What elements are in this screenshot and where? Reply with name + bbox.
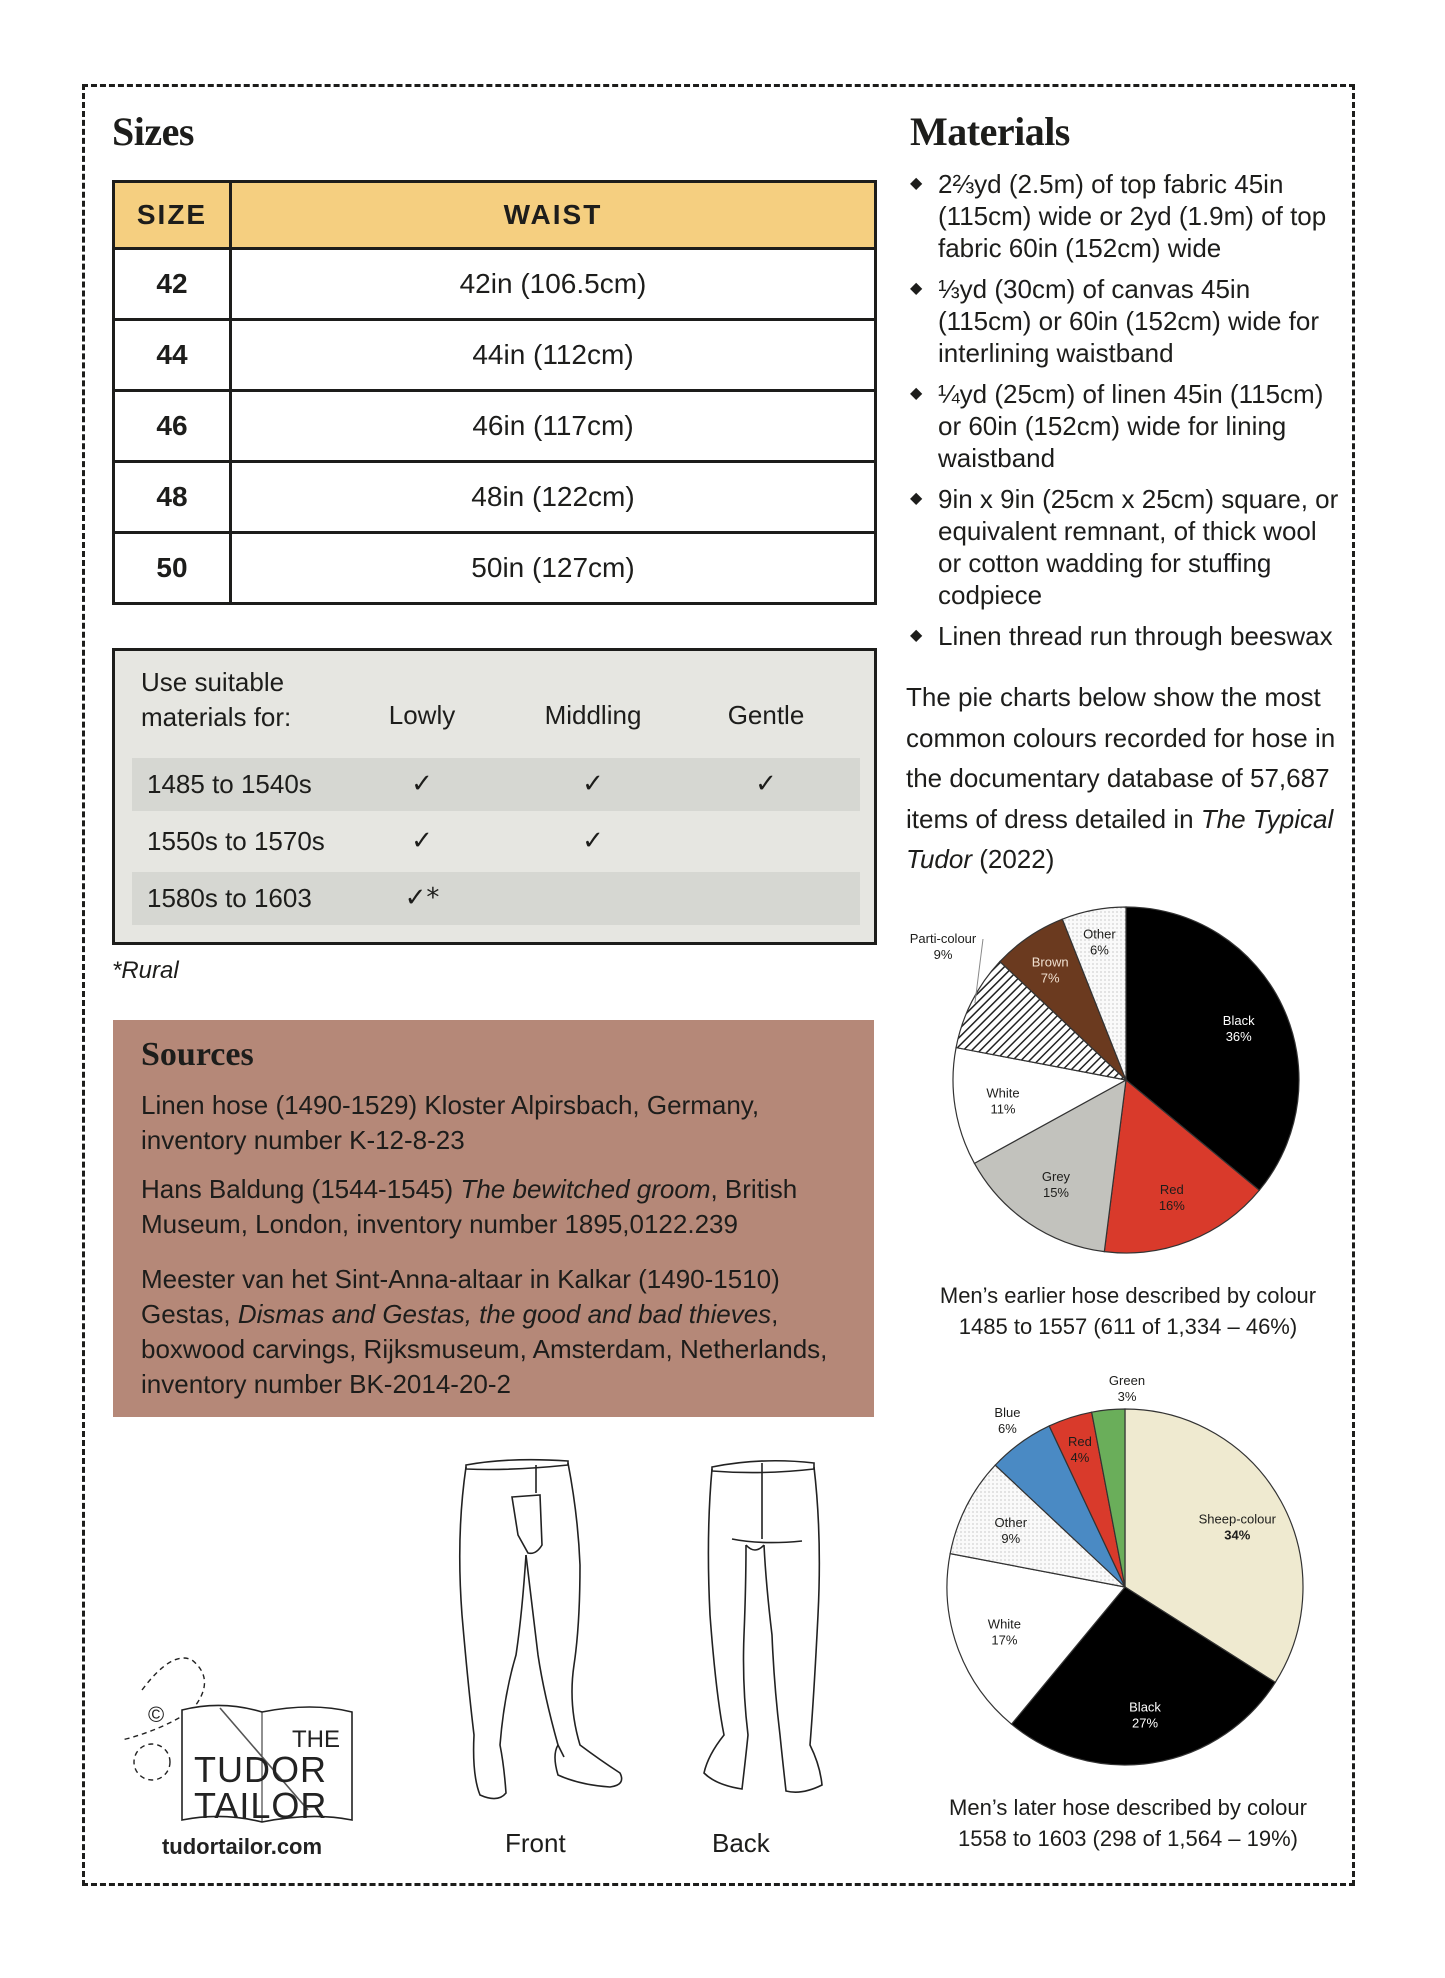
list-item: ◆ 9in x 9in (25cm x 25cm) square, or equivalent remnant, of thick wool or cotton wadding for stuffing codpiece xyxy=(910,484,1339,610)
table-row xyxy=(114,391,876,462)
pie-label-value: 34% xyxy=(1224,1527,1251,1543)
pie-label-category: Black xyxy=(1222,1012,1255,1028)
hose-front-illustration xyxy=(460,1460,622,1799)
pie2-caption xyxy=(898,1792,1358,1854)
check-mark: ✓ xyxy=(582,769,604,799)
pie1-title: Men’s earlier hose described by colour xyxy=(939,1283,1317,1308)
table-row xyxy=(114,320,876,391)
pie-label-value: 7% xyxy=(1040,970,1060,986)
pie-label-category: Brown xyxy=(1031,954,1069,970)
footnote-rural: *Rural xyxy=(112,957,179,984)
logo-tudor: TUDOR xyxy=(194,1749,327,1790)
pie-label-value: 16% xyxy=(1158,1197,1185,1213)
pie-label-value: 11% xyxy=(990,1101,1016,1117)
tudor-tailor-logo xyxy=(112,1650,372,1865)
size-cell: 50 xyxy=(114,533,231,604)
sizes-header-row xyxy=(114,182,876,249)
size-cell: 42 xyxy=(114,249,231,320)
suitability-header-line1: Use suitable xyxy=(141,667,285,697)
check-mark: ✓ xyxy=(411,826,433,856)
size-cell: 48 xyxy=(114,462,231,533)
pie-label-category: Blue xyxy=(994,1405,1021,1421)
sizes-table xyxy=(112,180,877,605)
pie-chart-later xyxy=(900,1375,1320,1785)
pie-label-category: Red xyxy=(1159,1181,1184,1197)
pie-label-value: 36% xyxy=(1225,1028,1252,1044)
waist-cell: 46in (117cm) xyxy=(231,391,876,462)
waist-cell: 48in (122cm) xyxy=(231,462,876,533)
period-label: 1550s to 1570s xyxy=(147,826,325,856)
pie-label-value: 9% xyxy=(1001,1530,1021,1546)
source-entry: Linen hose (1490-1529) Kloster Alpirsbach, Germany, inventory number K-12-8-23 xyxy=(141,1090,760,1155)
column-middling: Middling xyxy=(544,700,642,730)
pie-label-value: 17% xyxy=(991,1632,1018,1648)
pie-label-value: 4% xyxy=(1070,1450,1090,1466)
logo-the: THE xyxy=(292,1726,340,1753)
pie-label-category: Other xyxy=(994,1514,1028,1530)
pie-intro-text: The pie charts below show the most common colours recorded for hose in the documentary database of 57,687 items of dress detailed in The Typical Tudor (2022) xyxy=(906,682,1336,874)
source-entry: Hans Baldung (1544-1545) The bewitched groom, British Museum, London, inventory number 1895,0122.239 xyxy=(141,1174,798,1239)
pie-label-category: Parti-colour xyxy=(909,931,977,946)
check-mark: ✓ xyxy=(755,769,777,799)
column-lowly: Lowly xyxy=(388,700,456,730)
pie-label-value: 9% xyxy=(933,947,953,962)
size-cell: 44 xyxy=(114,320,231,391)
hose-back-illustration xyxy=(704,1461,822,1792)
bullet-icon: ◆ xyxy=(910,385,923,402)
logo-tailor: TAILOR xyxy=(194,1785,328,1826)
pie1-subtitle: 1485 to 1557 (611 of 1,334 – 46%) xyxy=(958,1314,1298,1339)
list-item: ◆ 2⅔yd (2.5m) of top fabric 45in (115cm) wide or 2yd (1.9m) of top fabric 60in (152cm) wide xyxy=(910,169,1327,263)
copyright-mark: © xyxy=(148,1702,165,1727)
list-item: ◆ ⅓yd (30cm) of canvas 45in (115cm) or 60in (152cm) wide for interlining waistband xyxy=(910,274,1319,368)
pie-label-category: White xyxy=(987,1616,1022,1632)
pie-label-category: Green xyxy=(1108,1375,1146,1388)
sources-box xyxy=(113,1020,874,1417)
list-item: ◆ Linen thread run through beeswax xyxy=(910,621,1333,651)
suitability-row xyxy=(132,872,860,925)
front-label: Front xyxy=(505,1828,566,1858)
pie-chart-earlier xyxy=(880,895,1320,1275)
sources-title: Sources xyxy=(141,1036,254,1073)
pie-label-value: 6% xyxy=(998,1421,1017,1437)
pie-label-value: 6% xyxy=(1090,942,1109,958)
suitability-header xyxy=(141,665,291,735)
pie-label-value: 15% xyxy=(1042,1185,1070,1201)
bullet-icon: ◆ xyxy=(910,280,923,297)
materials-title: Materials xyxy=(910,109,1070,154)
pie-label-category: Black xyxy=(1129,1699,1161,1715)
source-entry: Meester van het Sint-Anna-altaar in Kalkar (1490-1510) Gestas, Dismas and Gestas, the good and bad thieves, boxwood carvings, Rijksmuseum, Amsterdam, Netherlands, inventory number BK-2014-20-2 xyxy=(141,1264,828,1399)
back-label: Back xyxy=(712,1828,770,1858)
pie-label-value: 3% xyxy=(1117,1389,1137,1404)
header-waist: WAIST xyxy=(231,182,876,249)
period-label: 1580s to 1603 xyxy=(147,883,312,913)
period-label: 1485 to 1540s xyxy=(147,769,312,799)
list-item: ◆ ¼yd (25cm) of linen 45in (115cm) or 60in (152cm) wide for lining waistband xyxy=(910,379,1324,473)
table-row xyxy=(114,462,876,533)
check-mark: ✓ xyxy=(411,769,433,799)
suitability-header-line2: materials for: xyxy=(141,702,292,732)
size-cell: 46 xyxy=(114,391,231,462)
pie2-subtitle: 1558 to 1603 (298 of 1,564 – 19%) xyxy=(957,1826,1299,1851)
suitability-table xyxy=(112,648,877,945)
logo-url: tudortailor.com xyxy=(161,1834,323,1859)
table-row xyxy=(114,533,876,604)
bullet-icon: ◆ xyxy=(910,490,923,507)
column-gentle: Gentle xyxy=(727,700,805,730)
pie2-title: Men’s later hose described by colour xyxy=(949,1795,1307,1820)
bullet-icon: ◆ xyxy=(910,627,923,644)
pie-label-category: Sheep-colour xyxy=(1198,1511,1276,1527)
materials-list xyxy=(910,168,1340,661)
pie-label-category: White xyxy=(986,1085,1020,1101)
pie-label-value: 27% xyxy=(1132,1715,1159,1731)
logo-graphic xyxy=(112,1650,372,1865)
waist-cell: 44in (112cm) xyxy=(231,320,876,391)
pie-label-category: Other xyxy=(1083,926,1116,942)
waist-cell: 42in (106.5cm) xyxy=(231,249,876,320)
suitability-row xyxy=(132,758,860,811)
pie-label-category: Red xyxy=(1067,1434,1092,1450)
pie1-caption xyxy=(898,1280,1358,1342)
suitability-row xyxy=(132,815,860,868)
sizes-title: Sizes xyxy=(112,109,194,154)
bullet-icon: ◆ xyxy=(910,175,923,192)
hose-drawings xyxy=(440,1455,840,1815)
table-row xyxy=(114,249,876,320)
pie-label-category: Grey xyxy=(1041,1169,1071,1185)
check-mark: ✓ xyxy=(582,826,604,856)
waist-cell: 50in (127cm) xyxy=(231,533,876,604)
check-mark: ✓* xyxy=(404,883,440,913)
header-size: SIZE xyxy=(114,182,231,249)
